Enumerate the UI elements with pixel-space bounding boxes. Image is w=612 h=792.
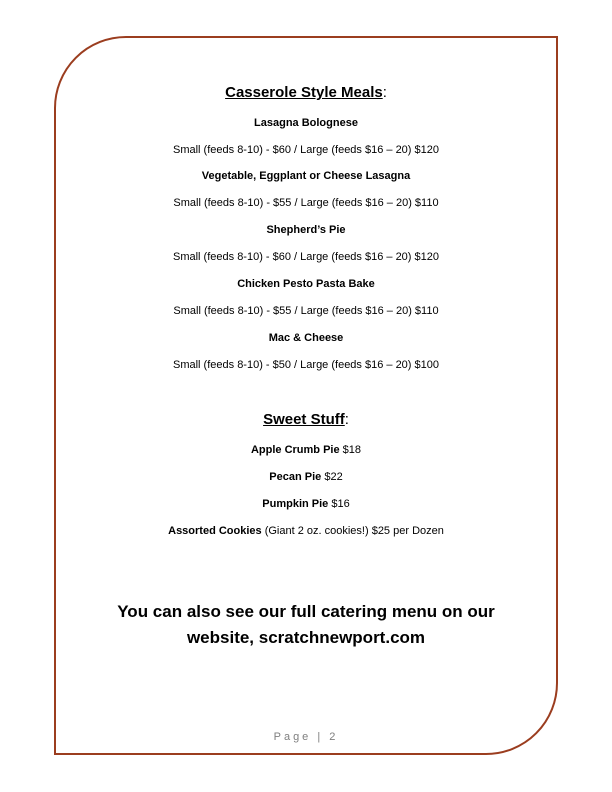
menu-item-name: Vegetable, Eggplant or Cheese Lasagna	[201, 170, 411, 182]
sweet-item-name: Pecan Pie	[269, 471, 322, 483]
sweet-item-detail: $18	[339, 444, 362, 456]
menu-item-price: Small (feeds 8-10) - $50 / Large (feeds $16 – 20) $100	[173, 359, 439, 371]
footer-note-line-2: website, scratchnewport.com	[186, 628, 426, 647]
sweet-item	[54, 442, 558, 458]
menu-item-price: Small (feeds 8-10) - $60 / Large (feeds $16 – 20) $120	[173, 251, 439, 263]
sweet-item	[54, 523, 558, 539]
sweet-item-detail: (Giant 2 oz. cookies!) $25 per Dozen	[261, 525, 444, 537]
menu-item-price: Small (feeds 8-10) - $60 / Large (feeds $16 – 20) $120	[173, 144, 439, 156]
page-number: Page | 2	[273, 731, 339, 743]
menu-item-name: Shepherd’s Pie	[266, 224, 346, 236]
sweet-item-detail: $16	[328, 498, 350, 510]
sweet-item-name: Pumpkin Pie	[262, 498, 329, 510]
casserole-heading-colon: :	[382, 84, 387, 101]
casserole-heading	[54, 83, 558, 103]
casserole-heading-text: Casserole Style Meals	[225, 84, 383, 101]
sweet-heading-colon: :	[344, 411, 349, 428]
menu-item-name: Lasagna Bolognese	[254, 117, 358, 129]
sweet-item-name: Apple Crumb Pie	[250, 444, 340, 456]
sweet-item-name: Assorted Cookies	[168, 525, 262, 537]
menu-item-name: Mac & Cheese	[268, 332, 344, 344]
sweet-heading-text: Sweet Stuff	[263, 411, 345, 428]
sweet-item-detail: $22	[321, 471, 343, 483]
menu-item-name: Chicken Pesto Pasta Bake	[237, 278, 375, 290]
menu-item-price: Small (feeds 8-10) - $55 / Large (feeds $16 – 20) $110	[173, 305, 439, 317]
sweet-heading	[54, 410, 558, 430]
sweet-item	[54, 496, 558, 512]
footer-note-line-1: You can also see our full catering menu on our	[117, 602, 495, 621]
sweet-item	[54, 469, 558, 485]
menu-item-price: Small (feeds 8-10) - $55 / Large (feeds $16 – 20) $110	[173, 197, 439, 209]
